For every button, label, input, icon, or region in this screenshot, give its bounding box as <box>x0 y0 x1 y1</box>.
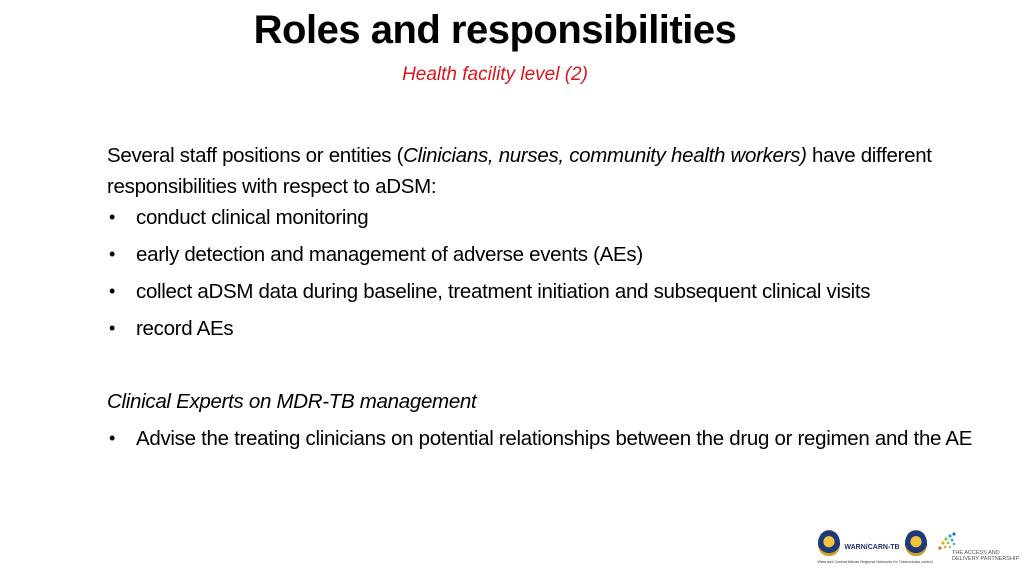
slide-title: Roles and responsibilities <box>253 8 737 52</box>
list-item-text: conduct clinical monitoring <box>136 206 369 229</box>
slide-content <box>107 140 977 460</box>
list-item <box>107 239 977 270</box>
list-item <box>107 313 977 344</box>
footer-logos <box>812 524 1020 572</box>
warn-seal-right-icon <box>905 530 927 556</box>
list-item <box>107 202 977 233</box>
section-spacer <box>107 350 977 386</box>
intro-text-italic: Clinicians, nurses, community health workers) <box>403 144 807 167</box>
adp-logo-line2: DELIVERY PARTNERSHIP <box>952 556 1020 562</box>
adp-logo-text <box>952 550 1019 562</box>
list-item-text: Advise the treating clinicians on potential relationships between the drug or regimen and the AE <box>136 427 973 450</box>
intro-paragraph <box>107 140 977 202</box>
responsibility-list <box>107 202 977 344</box>
adp-logo-line1: THE ACCESS AND <box>952 550 1000 556</box>
list-item <box>107 276 977 307</box>
intro-text-after: have different responsibilities with respect to aDSM: <box>107 144 932 198</box>
slide-subtitle: Health facility level (2) <box>402 64 588 85</box>
section2-heading: Clinical Experts on MDR-TB management <box>107 390 477 413</box>
warn-logo-name: WARN/CARN-TB <box>844 544 900 551</box>
list-item-text: early detection and management of adverse events (AEs) <box>136 243 643 266</box>
intro-text-before: Several staff positions or entities ( <box>107 144 404 167</box>
warn-seal-left-icon <box>818 530 840 556</box>
bullet-icon: • <box>109 244 116 264</box>
bullet-icon: • <box>109 428 116 448</box>
list-item-text: collect aDSM data during baseline, treatment initiation and subsequent clinical visits <box>136 280 871 303</box>
list-item-text: record AEs <box>136 317 234 340</box>
bullet-icon: • <box>109 318 116 338</box>
bullet-icon: • <box>109 207 116 227</box>
expert-list <box>107 423 977 454</box>
list-item <box>107 423 977 454</box>
warn-logo-subtitle: West and Central African Regional Networks for Tuberculosis control <box>817 560 933 564</box>
bullet-icon: • <box>109 281 116 301</box>
